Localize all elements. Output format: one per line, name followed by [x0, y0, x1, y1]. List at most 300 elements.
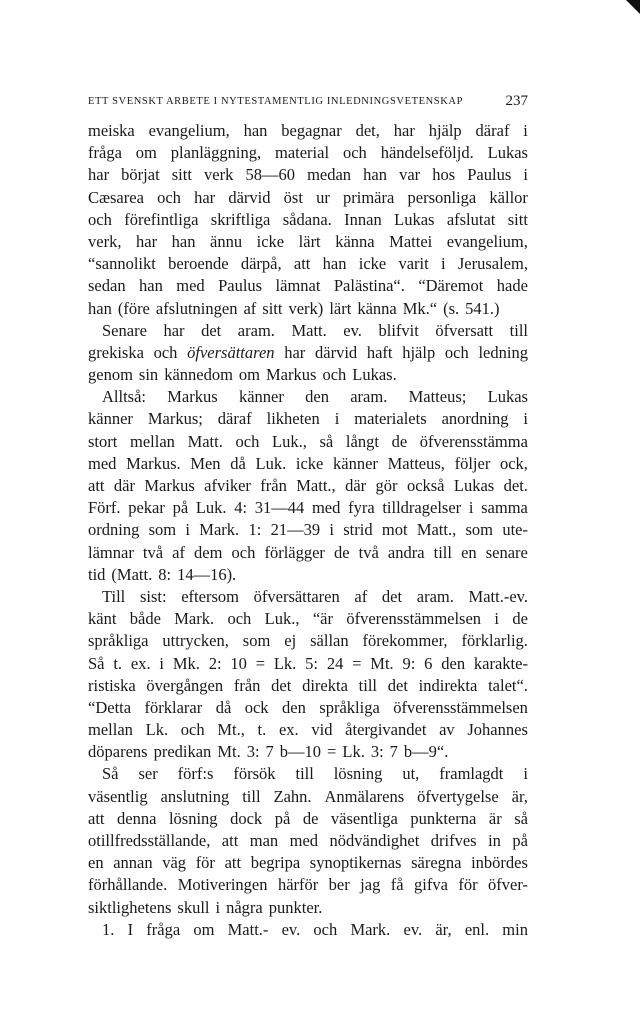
line-word: sådana.: [282, 209, 332, 229]
line-word: då: [230, 453, 246, 473]
line-word: punkterna: [410, 808, 477, 828]
line-word: talet“.: [488, 675, 528, 695]
line-word: känner: [238, 387, 284, 407]
line-word: verk): [288, 298, 324, 318]
line-word: 3:: [246, 742, 260, 762]
line-word: två: [142, 542, 164, 562]
line-word: samma: [481, 498, 528, 518]
line-word: Markus: [266, 365, 317, 385]
line-word: 4:: [234, 498, 248, 518]
line-word: Luk.,: [264, 609, 300, 629]
line-word: därvid: [228, 187, 271, 207]
line-word: 3:: [370, 742, 384, 762]
line-word: andra: [387, 542, 425, 562]
line-word: Lukas: [487, 143, 528, 163]
line-word: b—9“.: [403, 742, 449, 762]
line-word: de: [302, 808, 319, 828]
line-word: ock: [244, 697, 269, 717]
line-word: primära: [343, 187, 395, 207]
line-word: till: [358, 675, 377, 695]
line-word: det: [201, 320, 222, 340]
line-word: Matt.,: [416, 520, 457, 540]
line-word: dock: [230, 808, 263, 828]
line-word: förf:s: [177, 764, 214, 784]
line-word: i: [523, 165, 528, 185]
line-word: det: [381, 586, 403, 606]
line-word: till: [242, 786, 261, 806]
line-word: 10: [230, 653, 247, 673]
line-word: grekiska: [88, 342, 144, 362]
line-word: senare: [485, 542, 528, 562]
line-word: han: [363, 165, 387, 185]
line-word: tilldragelser: [382, 498, 462, 518]
line-word: försök: [233, 764, 276, 784]
line-word: lämnar: [88, 542, 134, 562]
line-word: ur: [316, 187, 330, 207]
line-word: afslutat: [446, 209, 496, 229]
line-word: t.: [257, 720, 267, 740]
line-word: dem: [194, 542, 223, 562]
line-word: afviker: [204, 476, 251, 495]
line-word: i: [159, 653, 164, 673]
line-word: Så: [102, 764, 119, 784]
line-word: väsentlig: [88, 786, 148, 806]
line-word: av: [439, 720, 455, 740]
line-word: så: [319, 431, 334, 451]
line-word: med: [88, 453, 117, 473]
line-word: Matt.: [187, 431, 223, 451]
line-word: och: [235, 431, 260, 451]
line-word: lösning: [333, 764, 383, 784]
line-word: 21—39: [270, 520, 321, 540]
line-word: punkter.: [268, 897, 323, 917]
line-word: där: [345, 476, 367, 495]
running-head-title: ETT SVENSKT ARBETE I NYTESTAMENTLIG INLEDNINGSVETENSKAP: [88, 96, 464, 107]
line-word: källor: [489, 187, 528, 207]
line-word: ordning: [88, 520, 140, 540]
line-word: i: [468, 498, 474, 518]
line-word: det: [271, 675, 292, 695]
line-word: Paulus: [218, 276, 263, 296]
line-word: så: [514, 808, 528, 828]
line-word: förekommer,: [362, 631, 448, 651]
line-word: ut,: [402, 764, 420, 784]
line-word: känner: [88, 409, 133, 429]
line-word: fråga: [146, 919, 181, 939]
line-word: på: [512, 831, 528, 850]
line-word: det.: [503, 476, 528, 495]
line-word: börjat: [121, 165, 160, 185]
text-line: [88, 364, 528, 386]
line-word: 8:: [158, 564, 172, 584]
line-word: lämnat: [275, 276, 321, 296]
line-word: framlagdt: [439, 764, 504, 784]
line-word: ute-: [502, 520, 528, 540]
text-line: [88, 653, 528, 675]
line-word: däraf: [217, 409, 252, 429]
line-word: (före: [117, 298, 150, 318]
line-word: med: [311, 498, 341, 518]
line-word: aram.: [350, 387, 388, 407]
line-word: med: [176, 276, 205, 296]
line-word: därvid: [315, 342, 358, 362]
text-line: [88, 874, 528, 896]
text-line: [88, 808, 528, 830]
line-word: Jerusalem,: [457, 254, 528, 274]
line-word: den: [282, 697, 306, 717]
line-word: hjälp: [428, 121, 462, 140]
line-word: Lk.: [273, 653, 297, 673]
line-word: ristiska: [88, 675, 136, 695]
line-word: pekar: [128, 498, 165, 518]
line-word: han: [139, 276, 163, 296]
line-word: i: [334, 409, 340, 429]
line-word: då: [215, 697, 232, 717]
text-line: [88, 431, 528, 453]
line-word: har: [284, 342, 306, 362]
line-word: man: [249, 831, 279, 850]
line-word: han: [243, 121, 268, 140]
line-word: Mt.: [370, 653, 394, 673]
line-word: likheten: [266, 409, 320, 429]
line-word: personliga: [407, 187, 477, 207]
line-word: är: [488, 808, 502, 828]
line-word: Matteus,: [387, 453, 445, 473]
line-word: sin: [138, 365, 159, 385]
line-word: hos: [432, 165, 456, 185]
line-word: väsentliga: [330, 808, 398, 828]
line-word: i: [523, 409, 528, 429]
line-word: har: [163, 320, 185, 340]
line-word: Matteus;: [408, 387, 467, 407]
line-word: 7: [265, 742, 274, 762]
line-word: Senare: [102, 320, 147, 340]
page-number: 237: [505, 93, 528, 109]
line-word: mellan: [130, 431, 175, 451]
line-word: i: [523, 121, 528, 140]
text-line: [88, 608, 528, 630]
line-word: fyra: [348, 498, 375, 518]
line-word: inbördes: [471, 853, 528, 873]
line-word: 31—44: [254, 498, 305, 518]
line-word: strid: [343, 520, 373, 540]
text-line: [88, 519, 528, 541]
line-word: få: [390, 875, 404, 895]
line-word: 5:: [305, 653, 318, 673]
line-word: Markus;: [147, 409, 203, 429]
line-word: han: [322, 254, 347, 274]
line-word: i: [494, 609, 499, 629]
line-word: har: [136, 231, 158, 251]
line-word: 7: [389, 742, 398, 762]
line-word: denna: [117, 808, 157, 828]
line-word: förhållande.: [88, 875, 168, 895]
text-line: [88, 408, 528, 430]
line-word: Luk.: [255, 453, 287, 473]
line-word: öfverensstämmelsen: [393, 697, 528, 717]
text-line: [88, 919, 528, 941]
line-word: medan: [307, 165, 352, 185]
line-word: begripa: [250, 853, 301, 873]
line-word: och: [313, 919, 338, 939]
running-head: [88, 92, 528, 112]
line-word: annan: [113, 853, 153, 873]
line-word: till: [509, 320, 528, 340]
line-word: min: [502, 919, 528, 939]
line-word: “Detta: [88, 697, 132, 717]
text-line: [88, 497, 528, 519]
line-word: Cæsarea: [88, 187, 144, 207]
line-word: sedan: [88, 276, 126, 296]
line-word: om: [193, 919, 215, 939]
line-word: beroende: [168, 254, 229, 274]
line-word: Mk.“: [402, 298, 438, 318]
text-line: [88, 320, 528, 342]
line-word: materialets: [354, 409, 427, 429]
line-word: Så: [88, 653, 105, 673]
line-word: ex.: [130, 653, 151, 673]
line-word: af: [354, 586, 368, 606]
line-word: därpå,: [240, 254, 282, 274]
line-word: som: [465, 520, 494, 540]
line-word: ev.: [343, 320, 362, 340]
line-word: också: [406, 476, 445, 495]
line-word: Luk.: [195, 498, 227, 518]
line-word: den: [305, 387, 329, 407]
line-word: och: [88, 209, 112, 229]
line-word: en: [461, 542, 477, 562]
line-word: där: [113, 476, 135, 495]
line-word: enl.: [464, 919, 490, 939]
line-word: är,: [511, 786, 528, 806]
line-word: otillfredsställande,: [88, 831, 211, 850]
line-word: däraf: [475, 121, 510, 140]
line-word: anordning: [441, 409, 509, 429]
line-word: nödvändighet: [329, 831, 420, 850]
line-word: b—10: [279, 742, 322, 762]
line-word: siktlighetens: [88, 897, 172, 917]
line-word: är,: [435, 919, 452, 939]
line-word: Alltså:: [102, 387, 146, 407]
line-word: ännu: [210, 231, 243, 251]
line-word: som: [242, 631, 271, 651]
line-word: Matt.-ev.: [468, 586, 528, 606]
text-line: [88, 852, 528, 874]
line-word: känt: [88, 609, 117, 629]
line-word: som: [148, 520, 177, 540]
text-line: [88, 719, 528, 741]
line-word: det,: [355, 121, 380, 140]
line-word: han: [88, 298, 112, 318]
line-word: Mk.: [172, 653, 200, 673]
line-word: af: [243, 298, 257, 318]
line-word: Förf.: [88, 498, 121, 518]
line-word: jag: [360, 875, 381, 895]
line-word: döparens: [88, 742, 148, 762]
line-word: =: [352, 653, 362, 673]
line-word: ser: [138, 764, 158, 784]
text-line: [88, 741, 528, 763]
line-word: förlägger: [264, 542, 325, 562]
line-word: följer: [454, 453, 491, 473]
text-line: [88, 763, 528, 785]
line-word: material: [274, 143, 330, 163]
line-word: övergången: [146, 675, 224, 695]
line-word: haft: [366, 342, 393, 362]
line-word: att: [221, 831, 239, 850]
text-line: [88, 564, 528, 586]
line-word: indirekta: [418, 675, 478, 695]
line-word: Matt.: [291, 320, 327, 340]
line-word: meiska: [88, 121, 135, 140]
line-word: från: [233, 675, 261, 695]
line-word: synoptikernas: [309, 853, 402, 873]
line-word: (s.: [443, 298, 460, 318]
line-word: Markus: [144, 476, 195, 495]
line-word: 1:: [248, 520, 262, 540]
text-line: [88, 253, 528, 275]
line-word: Zahn.: [273, 786, 312, 806]
text-line: [88, 164, 528, 186]
text-line: [88, 830, 528, 852]
line-word: att: [88, 476, 105, 495]
text-line: [88, 298, 528, 320]
line-word: härför: [277, 875, 319, 895]
line-word: har: [88, 165, 110, 185]
line-word: afslutningen: [155, 298, 238, 318]
line-word: =: [255, 653, 266, 673]
line-word: de: [334, 542, 350, 562]
line-word: icke: [358, 254, 387, 274]
text-line: [88, 542, 528, 564]
line-word: Luk.,: [272, 431, 307, 451]
line-word: I: [127, 919, 134, 939]
line-word: sällan: [310, 631, 349, 651]
line-word: blifvit: [378, 320, 419, 340]
text-line: [88, 275, 528, 297]
line-word: gör: [375, 476, 398, 495]
line-word: känna: [357, 298, 397, 318]
line-word: Lukas: [487, 387, 528, 407]
line-word: fråga: [88, 143, 122, 163]
text-line: [88, 897, 528, 919]
line-word: öfversättaren: [253, 586, 340, 606]
line-word: Lukas: [394, 209, 435, 229]
line-word: och: [180, 720, 205, 740]
line-word: Mark.: [350, 919, 391, 939]
line-word: förefintliga: [124, 209, 199, 229]
line-word: att: [88, 808, 105, 828]
line-word: Till: [102, 586, 126, 606]
line-word: evangelium,: [446, 231, 528, 251]
line-word: 14—16).: [177, 564, 237, 584]
line-word: i: [185, 520, 191, 540]
line-word: =: [327, 742, 337, 762]
line-word: Men: [190, 453, 221, 473]
line-word: “sannolikt: [88, 254, 156, 274]
line-word: öfverensstämma: [419, 431, 528, 451]
line-word: kännedom: [164, 365, 233, 385]
line-word: de: [512, 609, 528, 629]
line-word: Paulus: [467, 165, 512, 185]
line-word: 9:: [402, 653, 416, 673]
line-word: känner: [333, 453, 378, 473]
line-word: sitt: [171, 165, 192, 185]
line-word: och: [322, 365, 347, 385]
line-word: han: [171, 231, 196, 251]
line-word: af: [172, 542, 185, 562]
line-word: två: [358, 542, 379, 562]
line-word: öfverensstämmelsen: [346, 609, 482, 629]
scan-corner-mark: [626, 0, 640, 14]
line-word: ev.: [281, 919, 301, 939]
line-word: på: [274, 808, 291, 828]
line-word: gifva: [414, 875, 448, 895]
text-line: [88, 386, 528, 408]
line-word: tid: [88, 564, 106, 584]
line-word: skriftliga: [210, 209, 271, 229]
text-line: [88, 475, 528, 497]
line-word: Anmälarens: [324, 786, 405, 806]
line-word: väg: [162, 853, 187, 873]
line-word: har: [194, 187, 216, 207]
line-word: en: [88, 853, 104, 873]
line-word: i: [215, 897, 221, 917]
line-word: ber: [328, 875, 350, 895]
line-word: med: [289, 831, 319, 850]
line-word: evangelium,: [148, 121, 230, 140]
line-word: anslutning: [160, 786, 230, 806]
line-word: sist:: [139, 586, 167, 606]
line-word: från: [260, 476, 287, 495]
line-word: lärt: [329, 298, 352, 318]
line-word: det: [387, 675, 408, 695]
line-word: Mattei: [389, 231, 433, 251]
line-word: Motiveringen: [177, 875, 268, 895]
line-word: den: [441, 653, 466, 673]
line-word: 24: [326, 653, 344, 673]
line-word: att: [224, 853, 242, 873]
line-word: planläggning,: [170, 143, 262, 163]
line-word: några: [226, 897, 263, 917]
line-word: i: [329, 520, 334, 540]
text-line: [88, 187, 528, 209]
line-word: öst: [283, 187, 303, 207]
line-word: till: [295, 764, 314, 784]
text-line: [88, 675, 528, 697]
line-word: sitt: [507, 209, 528, 229]
line-word: Matt.,: [296, 476, 336, 495]
line-word: händelseföljd.: [380, 143, 474, 163]
line-word: för: [458, 875, 478, 895]
line-word: Palästina“.: [333, 276, 405, 296]
line-word: karakte-: [473, 653, 528, 673]
line-word: Lukas: [453, 476, 495, 495]
line-word: Johannes: [467, 720, 528, 740]
line-word: känna: [335, 231, 375, 251]
line-word: ev.: [403, 919, 423, 939]
line-word: öfvertygelse: [417, 786, 499, 806]
line-word: och: [231, 542, 256, 562]
line-word: eftersom: [181, 586, 239, 606]
line-word: mellan: [88, 720, 133, 740]
text-line: [88, 630, 528, 652]
line-word: för: [195, 853, 215, 873]
line-word: (Matt.: [111, 564, 153, 584]
text-line: [88, 697, 528, 719]
line-word: på: [172, 498, 189, 518]
line-word: “är: [312, 609, 333, 629]
